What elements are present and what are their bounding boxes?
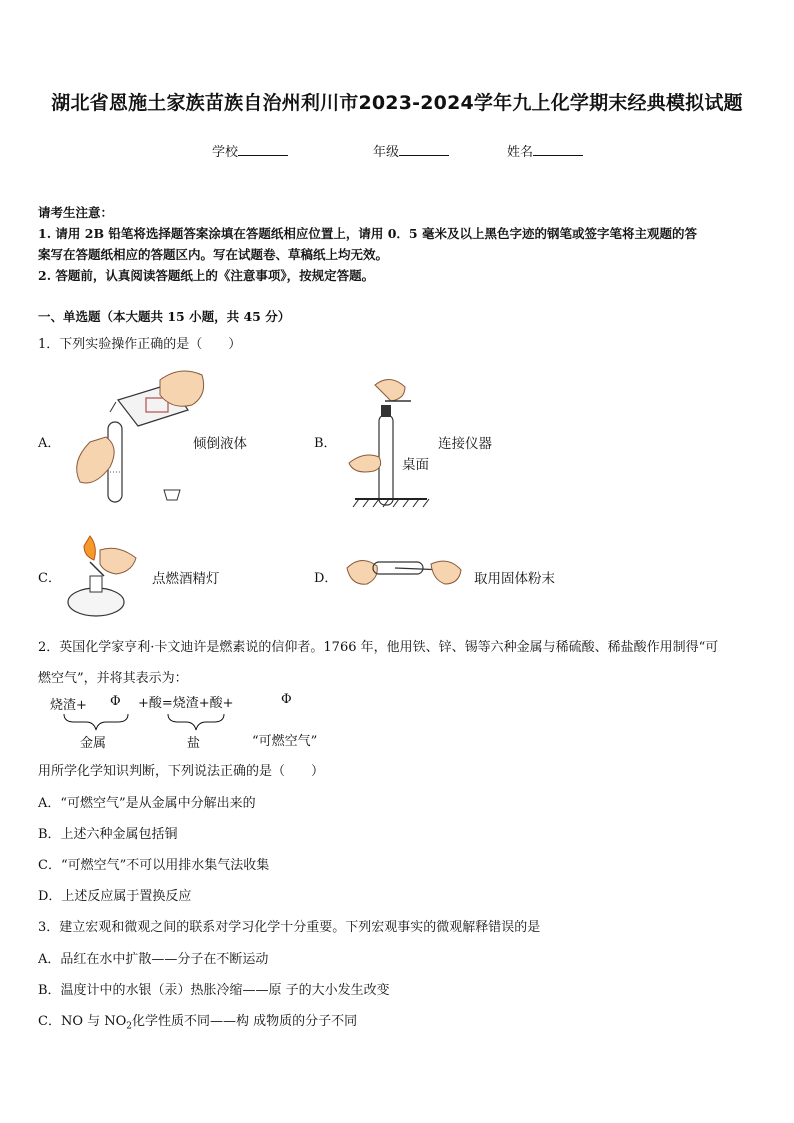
- underbrace-group: [60, 712, 240, 732]
- page-title: 湖北省恩施土家族苗族自治州利川市2023-2024学年九上化学期末经典模拟试题: [51, 92, 743, 114]
- q2-stem-line-1: 2．英国化学家亨利·卡文迪许是燃素说的信仰者。1766 年，他用铁、锌、锡等六种金属与稀硫酸、稀盐酸作用制得“可: [38, 640, 719, 655]
- q3-stem: 3．建立宏观和微观之间的联系对学习化学十分重要。下列宏观事实的微观解释错误的是: [38, 920, 541, 935]
- q3-option-c-pre: C．NO 与 NO: [38, 1014, 127, 1029]
- name-blank[interactable]: [533, 143, 583, 156]
- q3-option-a[interactable]: A．品红在水中扩散——分子在不断运动: [38, 952, 269, 967]
- notice-line-1b: 案写在答题纸相应的答题区内。写在试题卷、草稿纸上均无效。: [38, 247, 389, 262]
- notice-line-1a: 1. 请用 2B 铅笔将选择题答案涂填在答题纸相应位置上，请用 0．5 毫米及以上黑色字迹的钢笔或签字笔将主观题的答: [38, 226, 697, 241]
- brace-label-salt: 盐: [187, 736, 201, 751]
- name-field[interactable]: [507, 141, 583, 160]
- q2-option-b[interactable]: B．上述六种金属包括铜: [38, 827, 178, 842]
- brace-label-metal: 金属: [80, 736, 107, 751]
- q1-option-a-letter[interactable]: A．: [38, 436, 61, 451]
- q2-stem-line-2: 燃空气”，并将其表示为：: [38, 671, 188, 686]
- grade-blank[interactable]: [399, 143, 449, 156]
- q1-option-d-letter[interactable]: D．: [314, 571, 338, 586]
- brace-label-combustible-air: “可燃空气”: [252, 734, 318, 749]
- pour-liquid-illustration: [60, 362, 210, 512]
- notice-line-2: 2. 答题前，认真阅读答题纸上的《注意事项》，按规定答题。: [38, 268, 375, 283]
- q3-option-c[interactable]: [38, 1010, 357, 1032]
- q1-option-d-caption: 取用固体粉末: [474, 571, 555, 587]
- q1-option-b-table-label: 桌面: [402, 457, 429, 473]
- equation-phi-1: Φ: [110, 694, 121, 709]
- connect-instrument-illustration: [345, 375, 445, 510]
- q3-option-b[interactable]: B．温度计中的水银（汞）热胀冷缩——原 子的大小发生改变: [38, 983, 390, 998]
- equation-phi-2: Φ: [281, 692, 292, 707]
- school-label: 学校: [212, 145, 239, 160]
- grade-label: 年级: [373, 145, 400, 160]
- q1-option-a-caption: 倾倒液体: [193, 436, 247, 452]
- q3-option-c-post: 化学性质不同——构 成物质的分子不同: [132, 1014, 358, 1029]
- q1-stem: 1．下列实验操作正确的是（ ）: [38, 337, 242, 352]
- equation-slag-plus: 烧渣+: [50, 698, 87, 713]
- school-field[interactable]: [212, 141, 288, 160]
- q1-option-c-letter[interactable]: C．: [38, 571, 61, 586]
- equation-middle: +酸=烧渣+酸+: [138, 696, 234, 711]
- school-blank[interactable]: [238, 143, 288, 156]
- name-label: 姓名: [507, 145, 534, 160]
- q1-option-b-letter[interactable]: B．: [314, 436, 337, 451]
- q2-option-a[interactable]: A．“可燃空气”是从金属中分解出来的: [38, 796, 256, 811]
- section-heading: 一、单选题（本大题共 15 小题，共 45 分）: [38, 309, 291, 324]
- q2-option-c[interactable]: C．“可燃空气”不可以用排水集气法收集: [38, 858, 270, 873]
- notice-heading: 请考生注意：: [38, 205, 114, 220]
- light-alcohol-lamp-illustration: [60, 532, 140, 622]
- grade-field[interactable]: [373, 141, 449, 160]
- q3-option-c-subscript: 2: [126, 1021, 133, 1032]
- take-powder-illustration: [345, 548, 465, 598]
- q2-option-d[interactable]: D．上述反应属于置换反应: [38, 889, 192, 904]
- q1-option-b-caption: 连接仪器: [438, 436, 492, 452]
- q1-option-c-caption: 点燃酒精灯: [152, 571, 220, 587]
- q2-question: 用所学化学知识判断，下列说法正确的是（ ）: [38, 764, 325, 779]
